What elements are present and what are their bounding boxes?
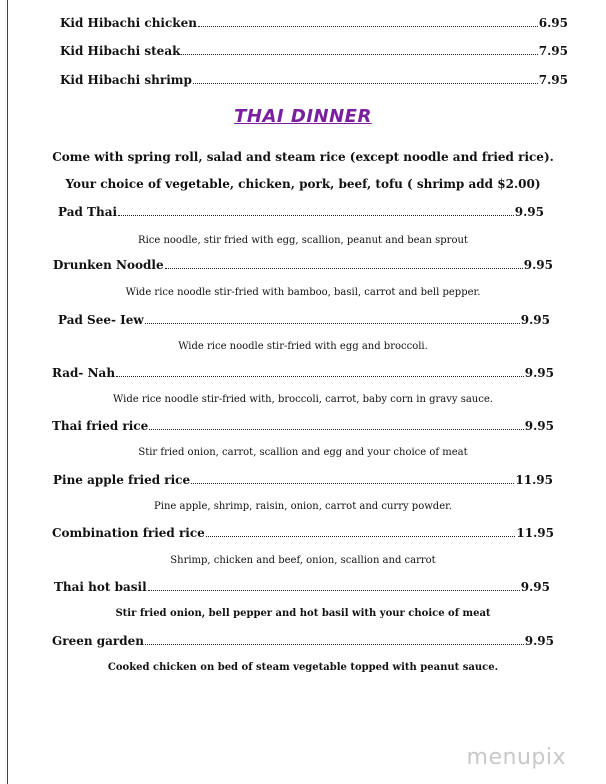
dot-leader [181, 53, 537, 55]
item-price: 9.95 [520, 313, 550, 327]
item-name: Kid Hibachi steak [60, 44, 181, 58]
item-description: Stir fried onion, carrot, scallion and egg and your choice of meat [138, 447, 468, 458]
item-name: Pad See- Iew [58, 313, 144, 327]
dot-leader [149, 428, 524, 430]
item-description: Wide rice noodle stir-fried with bamboo, basil, carrot and bell pepper. [125, 287, 481, 298]
dot-leader [145, 643, 524, 645]
item-description: Shrimp, chicken and beef, onion, scallion and carrot [170, 555, 436, 566]
item-description: Wide rice noodle stir-fried with egg and broccoli. [178, 341, 428, 352]
section-intro-1: Come with spring roll, salad and steam rice (except noodle and fried rice). [52, 150, 554, 164]
item-name: Kid Hibachi shrimp [60, 73, 192, 87]
dot-leader [198, 25, 538, 27]
menu-item-combination-fried-rice [52, 526, 554, 540]
menu-item-pine-apple-fried-rice [53, 473, 553, 487]
item-description: Wide rice noodle stir-fried with, broccoli, carrot, baby corn in gravy sauce. [113, 394, 493, 405]
menu-item-kid-hibachi-steak [60, 44, 568, 58]
item-name: Pad Thai [58, 205, 118, 219]
item-price: 6.95 [538, 16, 568, 30]
dot-leader [116, 375, 524, 377]
menu-item-drunken-noodle [53, 258, 553, 272]
menu-item-thai-hot-basil [54, 580, 550, 594]
item-price: 9.95 [520, 580, 550, 594]
menu-item-green-garden [52, 634, 554, 648]
item-description: Rice noodle, stir fried with egg, scallion, peanut and bean sprout [138, 235, 468, 246]
item-name: Thai hot basil [54, 580, 147, 594]
menu-item-thai-fried-rice [52, 419, 554, 433]
menupix-watermark: menupix [466, 745, 566, 770]
item-name: Kid Hibachi chicken [60, 16, 197, 30]
menu-item-pad-thai [58, 205, 544, 219]
menu-item-pad-see-iew [58, 313, 550, 327]
menu-item-rad-nah [52, 366, 554, 380]
menu-item-kid-hibachi-shrimp [60, 73, 568, 87]
item-name: Pine apple fried rice [53, 473, 191, 487]
item-description: Pine apple, shrimp, raisin, onion, carrot and curry powder. [154, 501, 452, 512]
item-name: Rad- Nah [52, 366, 116, 380]
item-name: Green garden [52, 634, 144, 648]
item-name: Drunken Noodle [53, 258, 164, 272]
dot-leader [148, 589, 520, 591]
dot-leader [118, 214, 514, 216]
dot-leader [206, 535, 516, 537]
item-name: Thai fried rice [52, 419, 149, 433]
dot-leader [145, 322, 520, 324]
item-price: 9.95 [524, 419, 554, 433]
item-price: 7.95 [538, 73, 568, 87]
section-title: THAI DINNER [234, 106, 372, 127]
menu-item-kid-hibachi-chicken [60, 16, 568, 30]
item-price: 9.95 [524, 634, 554, 648]
item-price: 9.95 [524, 366, 554, 380]
dot-leader [165, 267, 523, 269]
item-name: Combination fried rice [52, 526, 205, 540]
item-description: Stir fried onion, bell pepper and hot basil with your choice of meat [115, 608, 491, 619]
item-price: 11.95 [515, 473, 553, 487]
item-price: 9.95 [514, 205, 544, 219]
dot-leader [193, 82, 538, 84]
item-price: 9.95 [523, 258, 553, 272]
item-price: 11.95 [516, 526, 554, 540]
item-description: Cooked chicken on bed of steam vegetable topped with peanut sauce. [107, 662, 499, 673]
item-price: 7.95 [538, 44, 568, 58]
dot-leader [191, 482, 514, 484]
section-intro-2: Your choice of vegetable, chicken, pork, beef, tofu ( shrimp add $2.00) [65, 177, 541, 191]
